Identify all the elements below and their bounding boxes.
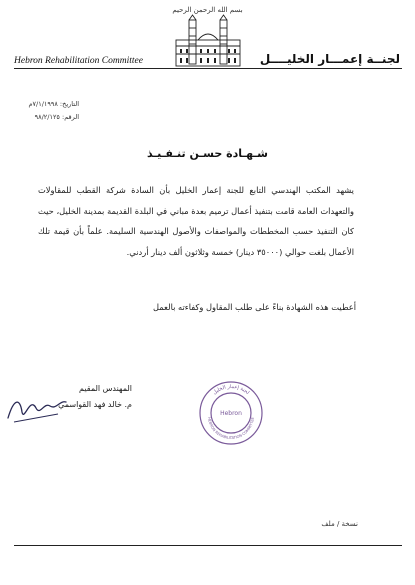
- reference-line: الرقم: ٩٨/٢/١٢٥: [34, 113, 79, 121]
- stamp-text-english: HEBRON REHABILITATION COMMITTEE: [207, 417, 255, 441]
- basmala: بسم الله الرحمن الرحيم: [172, 6, 243, 14]
- stamp-city: Hebron: [220, 410, 242, 417]
- official-stamp: [198, 380, 264, 446]
- org-name-english: Hebron Rehabilitation Committee: [14, 56, 143, 66]
- header-divider: [14, 68, 402, 69]
- footer-divider: [14, 545, 402, 546]
- handwritten-signature: [4, 388, 70, 428]
- date-line: التاريخ: ٧/١/١٩٩٨م: [28, 100, 79, 108]
- signatory-title: المهندس المقيم: [79, 384, 132, 393]
- mosque-logo: [156, 14, 260, 74]
- svg-text:HEBRON REHABILITATION COMMITTE: [207, 416, 255, 440]
- certificate-title: شـهـادة حسـن تنـفـيـذ: [147, 147, 268, 160]
- certificate-body: يشهد المكتب الهندسي التابع للجنة إعمار الخليل بأن السادة شركة القطب للمقاولات والتعهدات العامة قامت بتنفيذ أعمال ترميم بعدة مباني في البلدة القديمة بمدينة الخليل، حيث كان التنفيذ حسب المخططات والمواصفات والأصول الهندسية السليمة. علماً بأن قيمة تلك الأعمال بلغت حوالي (٣٥٠٠٠ دينار) خمسة وثلاثون ألف دينار أردني.: [38, 185, 354, 257]
- reference-label: الرقم: [64, 113, 79, 121]
- enclosure-mark: نسخة / ملف: [321, 520, 358, 528]
- signatory-name: م. خالد فهد القواسمي: [58, 400, 132, 409]
- closing-statement: أعطيت هذه الشهادة بناءً على طلب المقاول وكفاءته بالعمل: [152, 302, 356, 312]
- org-name-arabic: لجنــة إعمـــار الخليــــل: [259, 52, 400, 66]
- reference-value: ٩٨/٢/١٢٥: [34, 113, 60, 121]
- date-label: التاريخ: [62, 100, 79, 108]
- date-value: ٧/١/١٩٩٨م: [28, 100, 58, 108]
- stamp-text-arabic: لجنة إعمار الخليل: [211, 383, 251, 396]
